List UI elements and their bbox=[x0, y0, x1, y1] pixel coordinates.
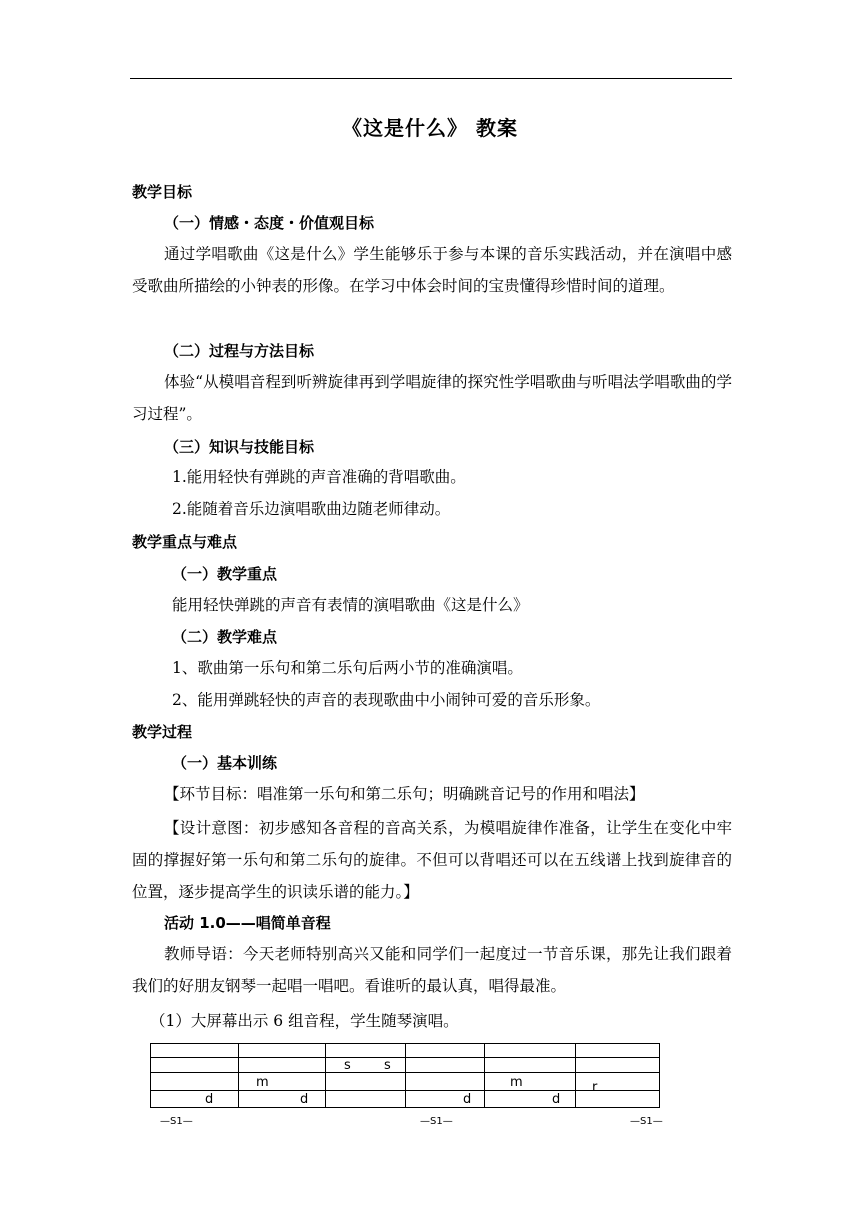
bar-line bbox=[659, 1043, 660, 1107]
bar-line bbox=[484, 1043, 485, 1107]
step-1: （1）大屏幕出示 6 组音程，学生随琴演唱。 bbox=[150, 1012, 459, 1030]
bar-line bbox=[405, 1043, 406, 1107]
teacher-intro: 教师导语：今天老师特别高兴又能和同学们一起度过一节音乐课，那先让我们跟着我们的好朋友钢琴一起唱一唱吧。看谁听的最认真，唱得最准。 bbox=[132, 945, 732, 995]
note-r: r bbox=[592, 1080, 598, 1095]
subheading-key-point: （一）教学重点 bbox=[172, 565, 278, 583]
key-point-text: 能用轻快弹跳的声音有表情的演唱歌曲《这是什么》 bbox=[172, 596, 529, 614]
subheading-emotion: （一）情感・态度・价值观目标 bbox=[164, 214, 375, 232]
staff-signature: —S1— bbox=[420, 1116, 453, 1127]
difficulty-item-1: 1、歌曲第一乐句和第二乐句后两小节的准确演唱。 bbox=[172, 659, 523, 677]
note-d: d bbox=[300, 1092, 309, 1107]
paragraph-process-goal: 体验“从模唱音程到听辨旋律再到学唱旋律的探究性学唱歌曲与听唱法学唱歌曲的学习过程”。 bbox=[132, 373, 732, 423]
note-m: m bbox=[510, 1075, 523, 1090]
skill-item-1: 1.能用轻快有弹跳的声音准确的背唱歌曲。 bbox=[172, 468, 466, 486]
interval-staff bbox=[150, 1043, 660, 1107]
bar-line bbox=[575, 1043, 576, 1107]
difficulty-item-2: 2、能用弹跳轻快的声音的表现歌曲中小闹钟可爱的音乐形象。 bbox=[172, 691, 601, 709]
stage-goal: 【环节目标：唱准第一乐句和第二乐句；明确跳音记号的作用和唱法】 bbox=[164, 785, 645, 803]
header-rule bbox=[130, 78, 732, 79]
staff-signature: —S1— bbox=[160, 1116, 193, 1127]
bar-line bbox=[150, 1043, 151, 1107]
note-m: m bbox=[256, 1075, 269, 1090]
note-s: s bbox=[344, 1058, 351, 1073]
subheading-skills: （三）知识与技能目标 bbox=[164, 438, 315, 456]
activity-title: 活动 1.0——唱简单音程 bbox=[164, 914, 331, 932]
heading-key-points: 教学重点与难点 bbox=[132, 533, 238, 551]
heading-teaching-goals: 教学目标 bbox=[132, 183, 193, 201]
subheading-process: （二）过程与方法目标 bbox=[164, 342, 315, 360]
staff-line bbox=[150, 1107, 660, 1108]
skill-item-2: 2.能随着音乐边演唱歌曲边随老师律动。 bbox=[172, 500, 451, 518]
note-d: d bbox=[552, 1092, 561, 1107]
subheading-basic-training: （一）基本训练 bbox=[172, 754, 278, 772]
subheading-difficulty: （二）教学难点 bbox=[172, 628, 278, 646]
paragraph-emotion-goal: 通过学唱歌曲《这是什么》学生能够乐于参与本课的音乐实践活动，并在演唱中感受歌曲所描绘的小钟表的形像。在学习中体会时间的宝贵懂得珍惜时间的道理。 bbox=[132, 245, 732, 295]
staff-signature: —S1— bbox=[630, 1116, 663, 1127]
heading-teaching-process: 教学过程 bbox=[132, 723, 193, 741]
bar-line bbox=[238, 1043, 239, 1107]
page-title: 《这是什么》 教案 bbox=[342, 116, 518, 140]
note-s: s bbox=[384, 1058, 391, 1073]
note-d: d bbox=[463, 1092, 472, 1107]
note-d: d bbox=[205, 1092, 214, 1107]
design-intent: 【设计意图：初步感知各音程的音高关系，为模唱旋律作准备，让学生在变化中牢固的撑握好第一乐句和第二乐句的旋律。不但可以背唱还可以在五线谱上找到旋律音的位置，逐步提高学生的识读乐谱的能力。】 bbox=[132, 819, 732, 901]
bar-line bbox=[325, 1043, 326, 1107]
